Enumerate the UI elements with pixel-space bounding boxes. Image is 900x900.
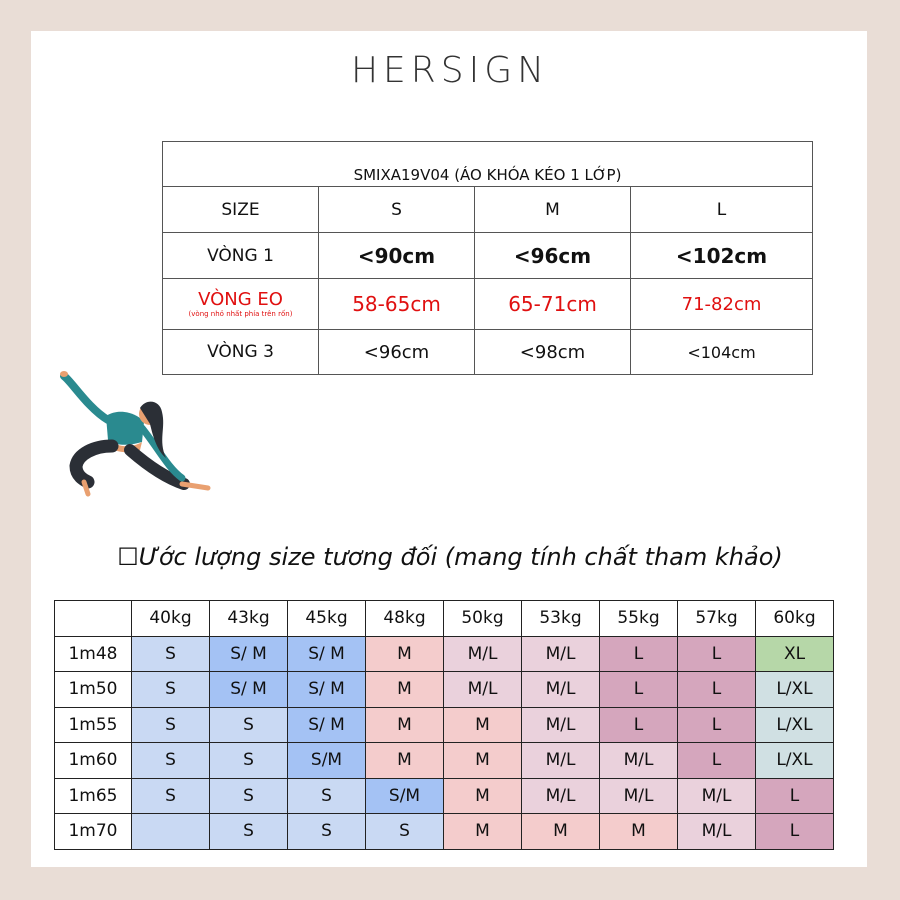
size-cell: S (366, 814, 444, 850)
size-cell: M/L (678, 778, 756, 814)
size-cell: L (678, 743, 756, 779)
size-table-title: SMIXA19V04 (ÁO KHÓA KÉO 1 LỚP) (163, 142, 813, 187)
size-cell: S/ M (288, 707, 366, 743)
table-row (55, 743, 834, 779)
size-cell: M/L (444, 672, 522, 708)
vong3-row (163, 330, 813, 375)
weight-header-row (55, 601, 834, 637)
size-cell: S (132, 672, 210, 708)
size-cell: M (600, 814, 678, 850)
vongeo-label: VÒNG EO (198, 288, 283, 310)
size-cell: L (756, 814, 834, 850)
vongeo-l: 71-82cm (631, 279, 813, 330)
table-row (55, 814, 834, 850)
vongeo-m: 65-71cm (475, 279, 631, 330)
weight-header: 43kg (210, 601, 288, 637)
size-cell: S/M (366, 778, 444, 814)
size-cell: S/ M (288, 636, 366, 672)
estimate-note (0, 543, 900, 571)
weight-header: 48kg (366, 601, 444, 637)
size-cell: L (756, 778, 834, 814)
note-checkbox-icon: ☐ (117, 543, 139, 571)
size-header-label: SIZE (163, 187, 319, 233)
size-cell: S/ M (210, 672, 288, 708)
weight-header: 60kg (756, 601, 834, 637)
height-label: 1m55 (55, 707, 132, 743)
weight-header: 45kg (288, 601, 366, 637)
size-cell: M/L (522, 778, 600, 814)
size-cell: S/ M (288, 672, 366, 708)
size-cell: M/L (600, 743, 678, 779)
size-cell: L (600, 707, 678, 743)
vongeo-s: 58-65cm (319, 279, 475, 330)
size-cell: M/L (522, 707, 600, 743)
vong3-s: <96cm (319, 330, 475, 375)
vong1-row (163, 233, 813, 279)
size-cell: S (132, 636, 210, 672)
size-cell: L/XL (756, 672, 834, 708)
size-cell: S (210, 778, 288, 814)
vongeo-sublabel: (vòng nhỏ nhất phía trên rốn) (188, 309, 293, 318)
size-cell: M (366, 672, 444, 708)
size-cell: L (678, 707, 756, 743)
size-cell: M (444, 707, 522, 743)
size-cell: S (210, 743, 288, 779)
height-label: 1m48 (55, 636, 132, 672)
corner-cell (55, 601, 132, 637)
weight-header: 50kg (444, 601, 522, 637)
height-label: 1m65 (55, 778, 132, 814)
height-label: 1m60 (55, 743, 132, 779)
size-cell: S/ M (210, 636, 288, 672)
size-cell: M (366, 743, 444, 779)
size-cell: M (522, 814, 600, 850)
size-cell: M (366, 707, 444, 743)
size-cell (132, 814, 210, 850)
weight-header: 57kg (678, 601, 756, 637)
size-cell: XL (756, 636, 834, 672)
size-cell: L/XL (756, 707, 834, 743)
size-table (162, 141, 813, 375)
table-row (55, 672, 834, 708)
vong3-m: <98cm (475, 330, 631, 375)
weight-header: 40kg (132, 601, 210, 637)
size-cell: S (132, 778, 210, 814)
size-cell: L (600, 636, 678, 672)
size-header-m: M (475, 187, 631, 233)
brand-logo: HERSIGN (350, 50, 550, 91)
size-cell: L (678, 636, 756, 672)
vong1-s: <90cm (319, 233, 475, 279)
size-cell: S (288, 814, 366, 850)
size-header-s: S (319, 187, 475, 233)
size-cell: S (210, 707, 288, 743)
vongeo-row (163, 279, 813, 330)
size-cell: S (132, 707, 210, 743)
size-cell: M (444, 814, 522, 850)
height-label: 1m70 (55, 814, 132, 850)
yoga-woman-illustration (58, 368, 218, 498)
size-cell: M/L (600, 778, 678, 814)
size-cell: L (600, 672, 678, 708)
height-label: 1m50 (55, 672, 132, 708)
size-cell: S (210, 814, 288, 850)
vong1-l: <102cm (631, 233, 813, 279)
estimate-table (54, 600, 834, 850)
estimate-note-text: Ước lượng size tương đối (mang tính chất tham khảo) (138, 543, 783, 571)
size-cell: M/L (444, 636, 522, 672)
size-header-l: L (631, 187, 813, 233)
size-cell: L (678, 672, 756, 708)
size-cell: L/XL (756, 743, 834, 779)
size-cell: M (366, 636, 444, 672)
size-cell: M (444, 743, 522, 779)
table-row (55, 707, 834, 743)
size-header-row (163, 187, 813, 233)
size-cell: M/L (522, 672, 600, 708)
size-cell: M/L (678, 814, 756, 850)
vong1-label: VÒNG 1 (163, 233, 319, 279)
size-cell: S (288, 778, 366, 814)
weight-header: 53kg (522, 601, 600, 637)
size-table-title-row (163, 142, 813, 187)
vong1-m: <96cm (475, 233, 631, 279)
size-cell: M/L (522, 743, 600, 779)
table-row (55, 636, 834, 672)
vong3-l: <104cm (631, 330, 813, 375)
vong3-label: VÒNG 3 (163, 330, 319, 375)
size-cell: S/M (288, 743, 366, 779)
size-cell: S (132, 743, 210, 779)
size-cell: M/L (522, 636, 600, 672)
table-row (55, 778, 834, 814)
vongeo-label-cell (163, 279, 319, 330)
weight-header: 55kg (600, 601, 678, 637)
size-cell: M (444, 778, 522, 814)
